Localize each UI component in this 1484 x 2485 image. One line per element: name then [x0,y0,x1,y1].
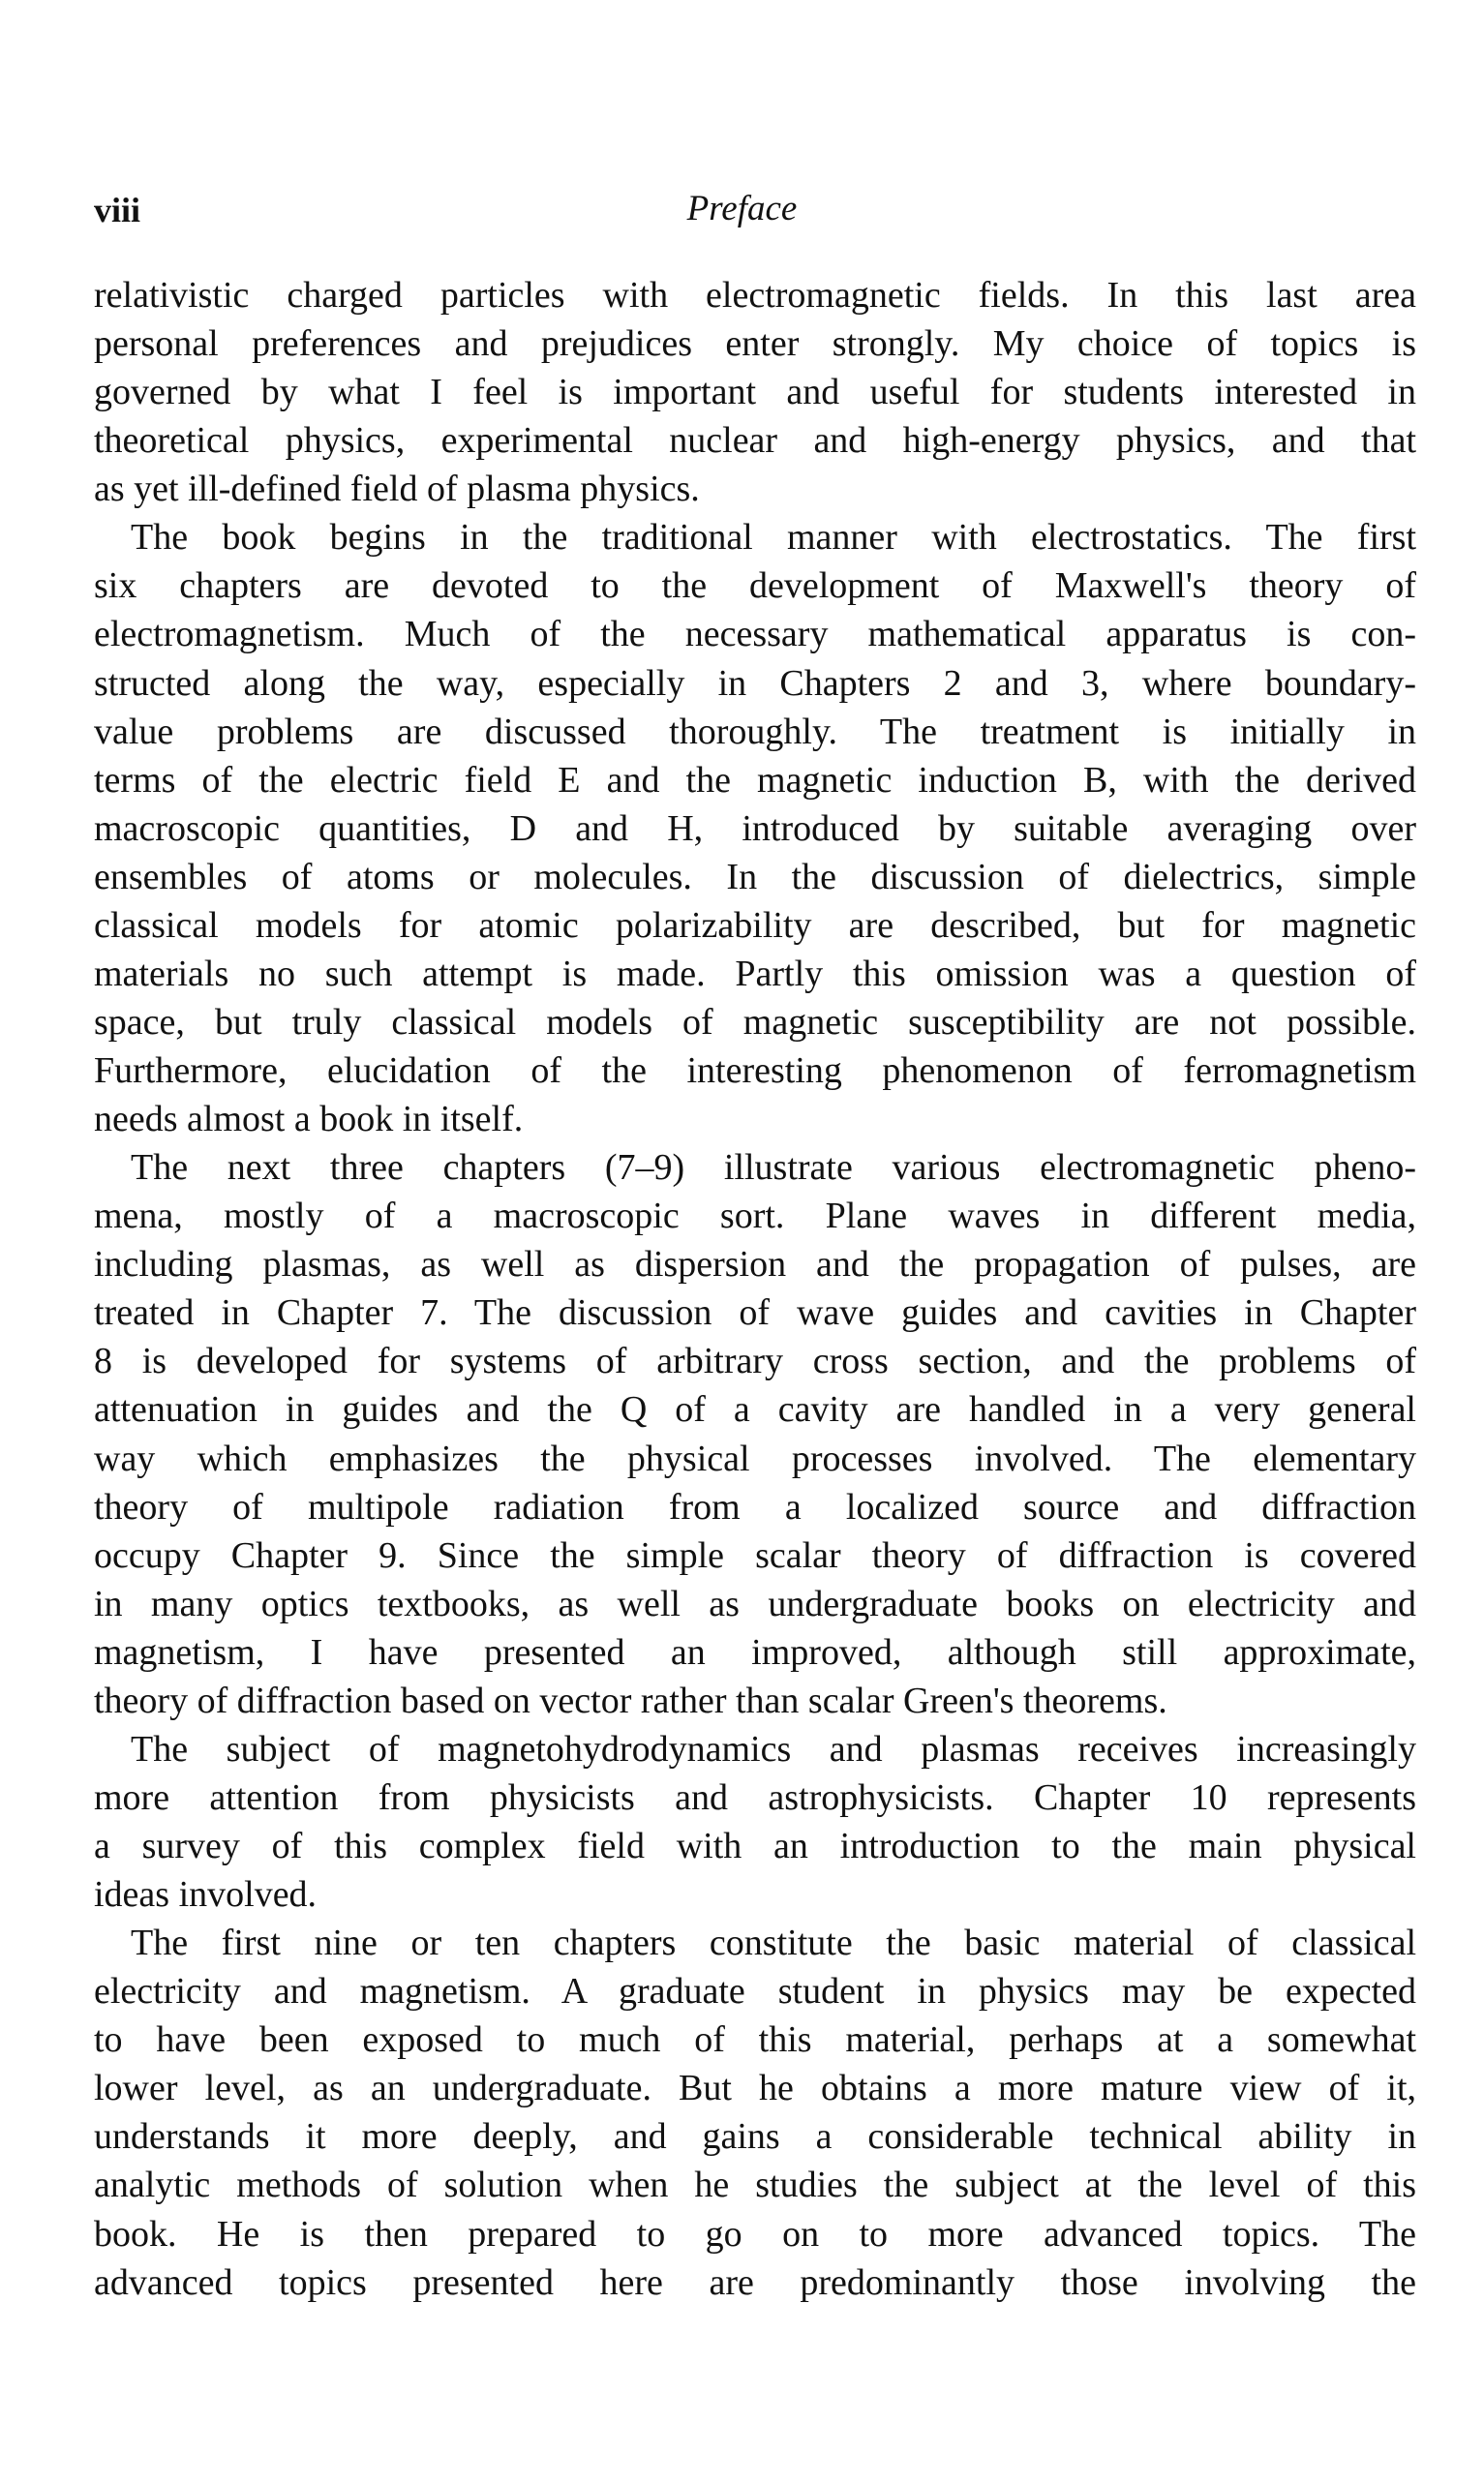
text-line: terms of the electric field E and the magnetic induction B, with the derived [94,759,1416,801]
text-line: six chapters are devoted to the development of Maxwell's theory of [94,565,1416,607]
text-line: classical models for atomic polarizability are described, but for magnetic [94,904,1416,946]
text-line: electromagnetism. Much of the necessary mathematical apparatus is con- [94,614,1416,655]
paragraph [94,1725,1416,1919]
text-line: The book begins in the traditional manner with electrostatics. The first [131,517,1416,559]
text-line: magnetism, I have presented an improved, although still approximate, [94,1631,1416,1673]
page-number: viii [94,191,141,229]
text-line: 8 is developed for systems of arbitrary cross section, and the problems of [94,1341,1416,1382]
text-line: space, but truly classical models of magnetic susceptibility are not possible. [94,1001,1416,1043]
text-line: a survey of this complex field with an introduction to the main physical [94,1826,1416,1866]
text-line: theoretical physics, experimental nuclear and high-energy physics, and that [94,420,1416,462]
text-line: more attention from physicists and astrophysicists. Chapter 10 represents [94,1776,1416,1818]
text-line: book. He is then prepared to go on to more advanced topics. The [94,2213,1416,2255]
text-line: to have been exposed to much of this material, perhaps at a somewhat [94,2019,1416,2061]
text-line: The first nine or ten chapters constitute the basic material of classical [131,1923,1416,1964]
text-line: treated in Chapter 7. The discussion of wave guides and cavities in Chapter [94,1292,1416,1334]
text-line: governed by what I feel is important and useful for students interested in [94,372,1416,413]
paragraph [94,513,1416,1143]
page-body [94,271,1416,2307]
text-line: The subject of magnetohydrodynamics and plasmas receives increasingly [131,1728,1416,1770]
text-line: mena, mostly of a macroscopic sort. Plane waves in different media, [94,1196,1416,1237]
text-line: Furthermore, elucidation of the interesting phenomenon of ferromagnetism [94,1050,1416,1091]
text-line: electricity and magnetism. A graduate student in physics may be expected [94,1971,1416,2013]
running-title: Preface [686,189,798,228]
text-line: ensembles of atoms or molecules. In the discussion of dielectrics, simple [94,856,1416,897]
text-line: analytic methods of solution when he studies the subject at the level of this [94,2165,1416,2206]
text-line: way which emphasizes the physical processes involved. The elementary [94,1438,1416,1479]
text-line: macroscopic quantities, D and H, introduced by suitable averaging over [94,807,1416,849]
text-line: personal preferences and prejudices enter strongly. My choice of topics is [94,323,1416,365]
text-line: theory of multipole radiation from a localized source and diffraction [94,1486,1416,1528]
paragraph [94,1919,1416,2307]
text-line: theory of diffraction based on vector rather than scalar Green's theorems. [94,1680,1167,1721]
text-line: materials no such attempt is made. Partly this omission was a question of [94,953,1416,994]
text-line: structed along the way, especially in Chapters 2 and 3, where boundary- [94,662,1416,704]
text-line: value problems are discussed thoroughly. The treatment is initially in [94,711,1416,752]
text-line: relativistic charged particles with electromagnetic fields. In this last area [94,275,1416,316]
text-line: attenuation in guides and the Q of a cavity are handled in a very general [94,1389,1416,1431]
paragraph [94,1143,1416,1725]
text-line: as yet ill-defined field of plasma physics. [94,469,700,510]
text-line: understands it more deeply, and gains a considerable technical ability in [94,2116,1416,2158]
text-line: ideas involved. [94,1874,318,1916]
paragraph [94,271,1416,513]
text-line: The next three chapters (7–9) illustrate various electromagnetic pheno- [131,1147,1416,1189]
text-line: in many optics textbooks, as well as undergraduate books on electricity and [94,1583,1416,1624]
text-line: lower level, as an undergraduate. But he obtains a more mature view of it, [94,2068,1416,2109]
text-line: advanced topics presented here are predominantly those involving the [94,2261,1416,2303]
text-line: including plasmas, as well as dispersion and the propagation of pulses, are [94,1244,1416,1286]
text-line: occupy Chapter 9. Since the simple scalar theory of diffraction is covered [94,1534,1416,1576]
text-line: needs almost a book in itself. [94,1099,524,1140]
